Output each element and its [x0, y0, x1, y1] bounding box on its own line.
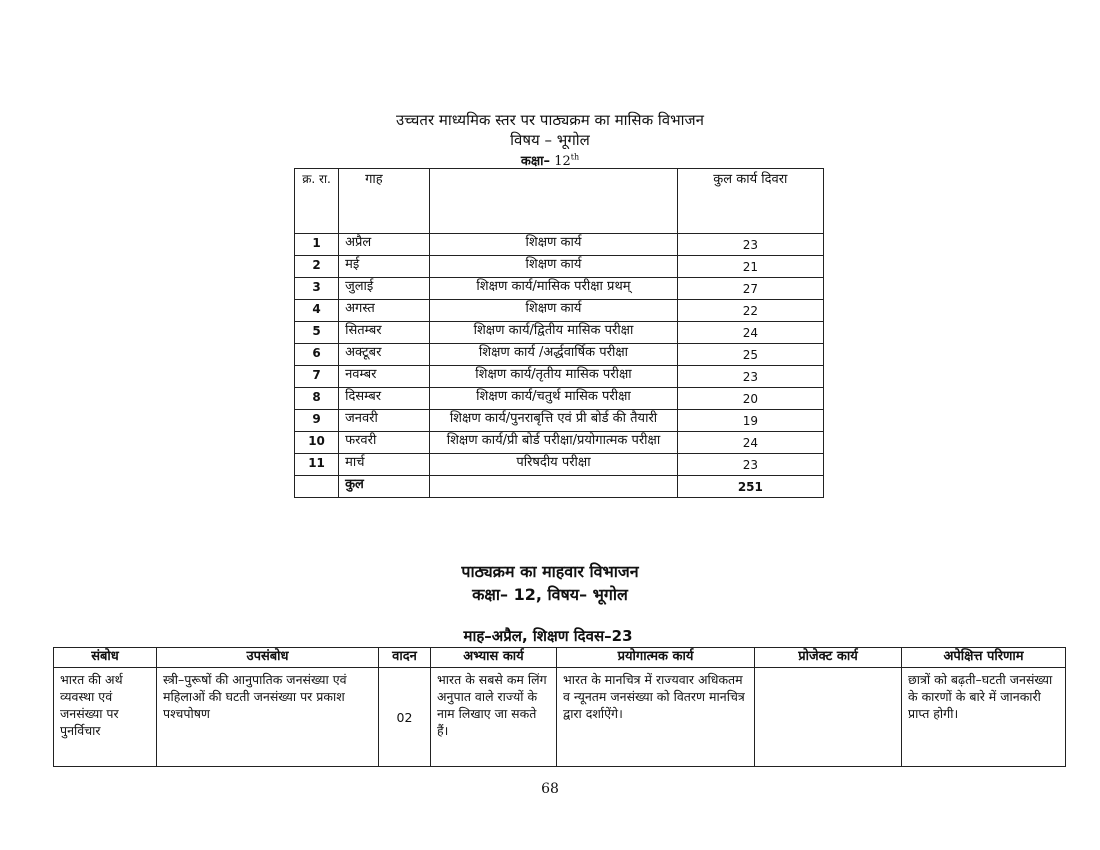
- syllabus-table: [53, 647, 1066, 767]
- exercise-cell: भारत के सबसे कम लिंग अनुपात वाले राज्यों के नाम लिखाए जा सकते हैं।: [431, 668, 557, 767]
- project-cell: [755, 668, 902, 767]
- serial-cell: 10: [295, 432, 339, 454]
- document-title: उच्चतर माध्यमिक स्तर पर पाठ्यक्रम का मासिक विभाजन: [396, 111, 704, 129]
- column-header-concept: संबोध: [54, 648, 157, 668]
- column-header-sub-concept: उपसंबोध: [157, 648, 379, 668]
- subject-heading: विषय – भूगोल: [510, 131, 590, 149]
- activity-cell: शिक्षण कार्य/पुनराबृत्ति एवं प्री बोर्ड की तैयारी: [430, 410, 677, 432]
- serial-cell: 5: [295, 322, 339, 344]
- column-header-activity: [430, 169, 677, 234]
- column-header-periods: वादन: [379, 648, 431, 668]
- plan-total-row: [295, 476, 824, 498]
- serial-cell: 3: [295, 278, 339, 300]
- class-heading: [0, 151, 1100, 169]
- plan-table-header: [295, 169, 824, 234]
- column-header-exercise: अभ्यास कार्य: [431, 648, 557, 668]
- plan-row: [295, 322, 824, 344]
- days-cell: 23: [677, 454, 823, 476]
- serial-cell: 6: [295, 344, 339, 366]
- month-cell: जुलाई: [339, 278, 430, 300]
- days-cell: 19: [677, 410, 823, 432]
- days-cell: 24: [677, 322, 823, 344]
- serial-cell: 1: [295, 234, 339, 256]
- expected-outcome-cell: छात्रों को बढ़ती–घटती जनसंख्या के कारणों के बारे में जानकारी प्राप्त होगी।: [902, 668, 1066, 767]
- practical-cell: भारत के मानचित्र में राज्यवार अधिकतम व न्यूनतम जनसंख्या को वितरण मानचित्र द्वारा दर्शाऐंगे।: [557, 668, 755, 767]
- month-cell: सितम्बर: [339, 322, 430, 344]
- sub-concept-cell: स्त्री–पुरूषों की आनुपातिक जनसंख्या एवं महिलाओं की घटती जनसंख्या पर प्रकाश पश्चपोषण: [157, 668, 379, 767]
- month-cell: अक्टूबर: [339, 344, 430, 366]
- syllabus-subtitle: कक्षा– 12, विषय– भूगोल: [472, 585, 628, 604]
- monthly-plan-table: [294, 168, 824, 498]
- total-serial-cell: [295, 476, 339, 498]
- days-cell: 27: [677, 278, 823, 300]
- days-cell: 24: [677, 432, 823, 454]
- plan-row: [295, 410, 824, 432]
- plan-row: [295, 278, 824, 300]
- serial-cell: 7: [295, 366, 339, 388]
- days-cell: 22: [677, 300, 823, 322]
- serial-cell: 9: [295, 410, 339, 432]
- month-cell: मार्च: [339, 454, 430, 476]
- class-number: 12th: [554, 152, 580, 169]
- days-cell: 23: [677, 234, 823, 256]
- column-header-expected-outcome: अपेक्षित्त परिणाम: [902, 648, 1066, 668]
- total-activity-cell: [430, 476, 677, 498]
- days-cell: 20: [677, 388, 823, 410]
- column-header-serial: क्र. रा.: [295, 169, 339, 234]
- days-cell: 21: [677, 256, 823, 278]
- syllabus-title: पाठ्यक्रम का माहवार विभाजन: [461, 562, 639, 581]
- plan-row: [295, 234, 824, 256]
- column-header-project: प्रोजेक्ट कार्य: [755, 648, 902, 668]
- total-days: 251: [677, 476, 823, 498]
- plan-row: [295, 300, 824, 322]
- activity-cell: शिक्षण कार्य /अर्द्धवार्षिक परीक्षा: [430, 344, 677, 366]
- month-cell: नवम्बर: [339, 366, 430, 388]
- activity-cell: शिक्षण कार्य: [430, 300, 677, 322]
- activity-cell: शिक्षण कार्य: [430, 234, 677, 256]
- activity-cell: शिक्षण कार्य/तृतीय मासिक परीक्षा: [430, 366, 677, 388]
- serial-cell: 8: [295, 388, 339, 410]
- month-cell: जनवरी: [339, 410, 430, 432]
- column-header-month: गाह: [339, 169, 430, 234]
- concept-cell: भारत की अर्थ व्यवस्था एवं जनसंख्या पर पुनर्विचार: [54, 668, 157, 767]
- plan-row: [295, 366, 824, 388]
- activity-cell: शिक्षण कार्य/द्वितीय मासिक परीक्षा: [430, 322, 677, 344]
- page-number: 68: [541, 781, 559, 797]
- column-header-working-days: कुल कार्य दिवरा: [677, 169, 823, 234]
- serial-cell: 2: [295, 256, 339, 278]
- month-cell: फरवरी: [339, 432, 430, 454]
- total-label: कुल: [339, 476, 430, 498]
- plan-row: [295, 344, 824, 366]
- activity-cell: शिक्षण कार्य/चतुर्थ मासिक परीक्षा: [430, 388, 677, 410]
- serial-cell: 11: [295, 454, 339, 476]
- days-cell: 23: [677, 366, 823, 388]
- syllabus-header-row: [54, 648, 1066, 668]
- month-cell: अप्रैल: [339, 234, 430, 256]
- syllabus-row: [54, 668, 1066, 767]
- serial-cell: 4: [295, 300, 339, 322]
- plan-row: [295, 388, 824, 410]
- activity-cell: शिक्षण कार्य/प्री बोर्ड परीक्षा/प्रयोगात्मक परीक्षा: [430, 432, 677, 454]
- days-cell: 25: [677, 344, 823, 366]
- plan-row: [295, 454, 824, 476]
- activity-cell: शिक्षण कार्य: [430, 256, 677, 278]
- column-header-practical: प्रयोगात्मक कार्य: [557, 648, 755, 668]
- activity-cell: परिषदीय परीक्षा: [430, 454, 677, 476]
- plan-row: [295, 432, 824, 454]
- month-cell: अगस्त: [339, 300, 430, 322]
- class-label: कक्षा–: [520, 154, 551, 169]
- month-cell: दिसम्बर: [339, 388, 430, 410]
- month-heading: माह–अप्रैल, शिक्षण दिवस–23: [463, 627, 633, 645]
- periods-cell: 02: [379, 668, 431, 767]
- activity-cell: शिक्षण कार्य/मासिक परीक्षा प्रथम्: [430, 278, 677, 300]
- month-cell: मई: [339, 256, 430, 278]
- plan-row: [295, 256, 824, 278]
